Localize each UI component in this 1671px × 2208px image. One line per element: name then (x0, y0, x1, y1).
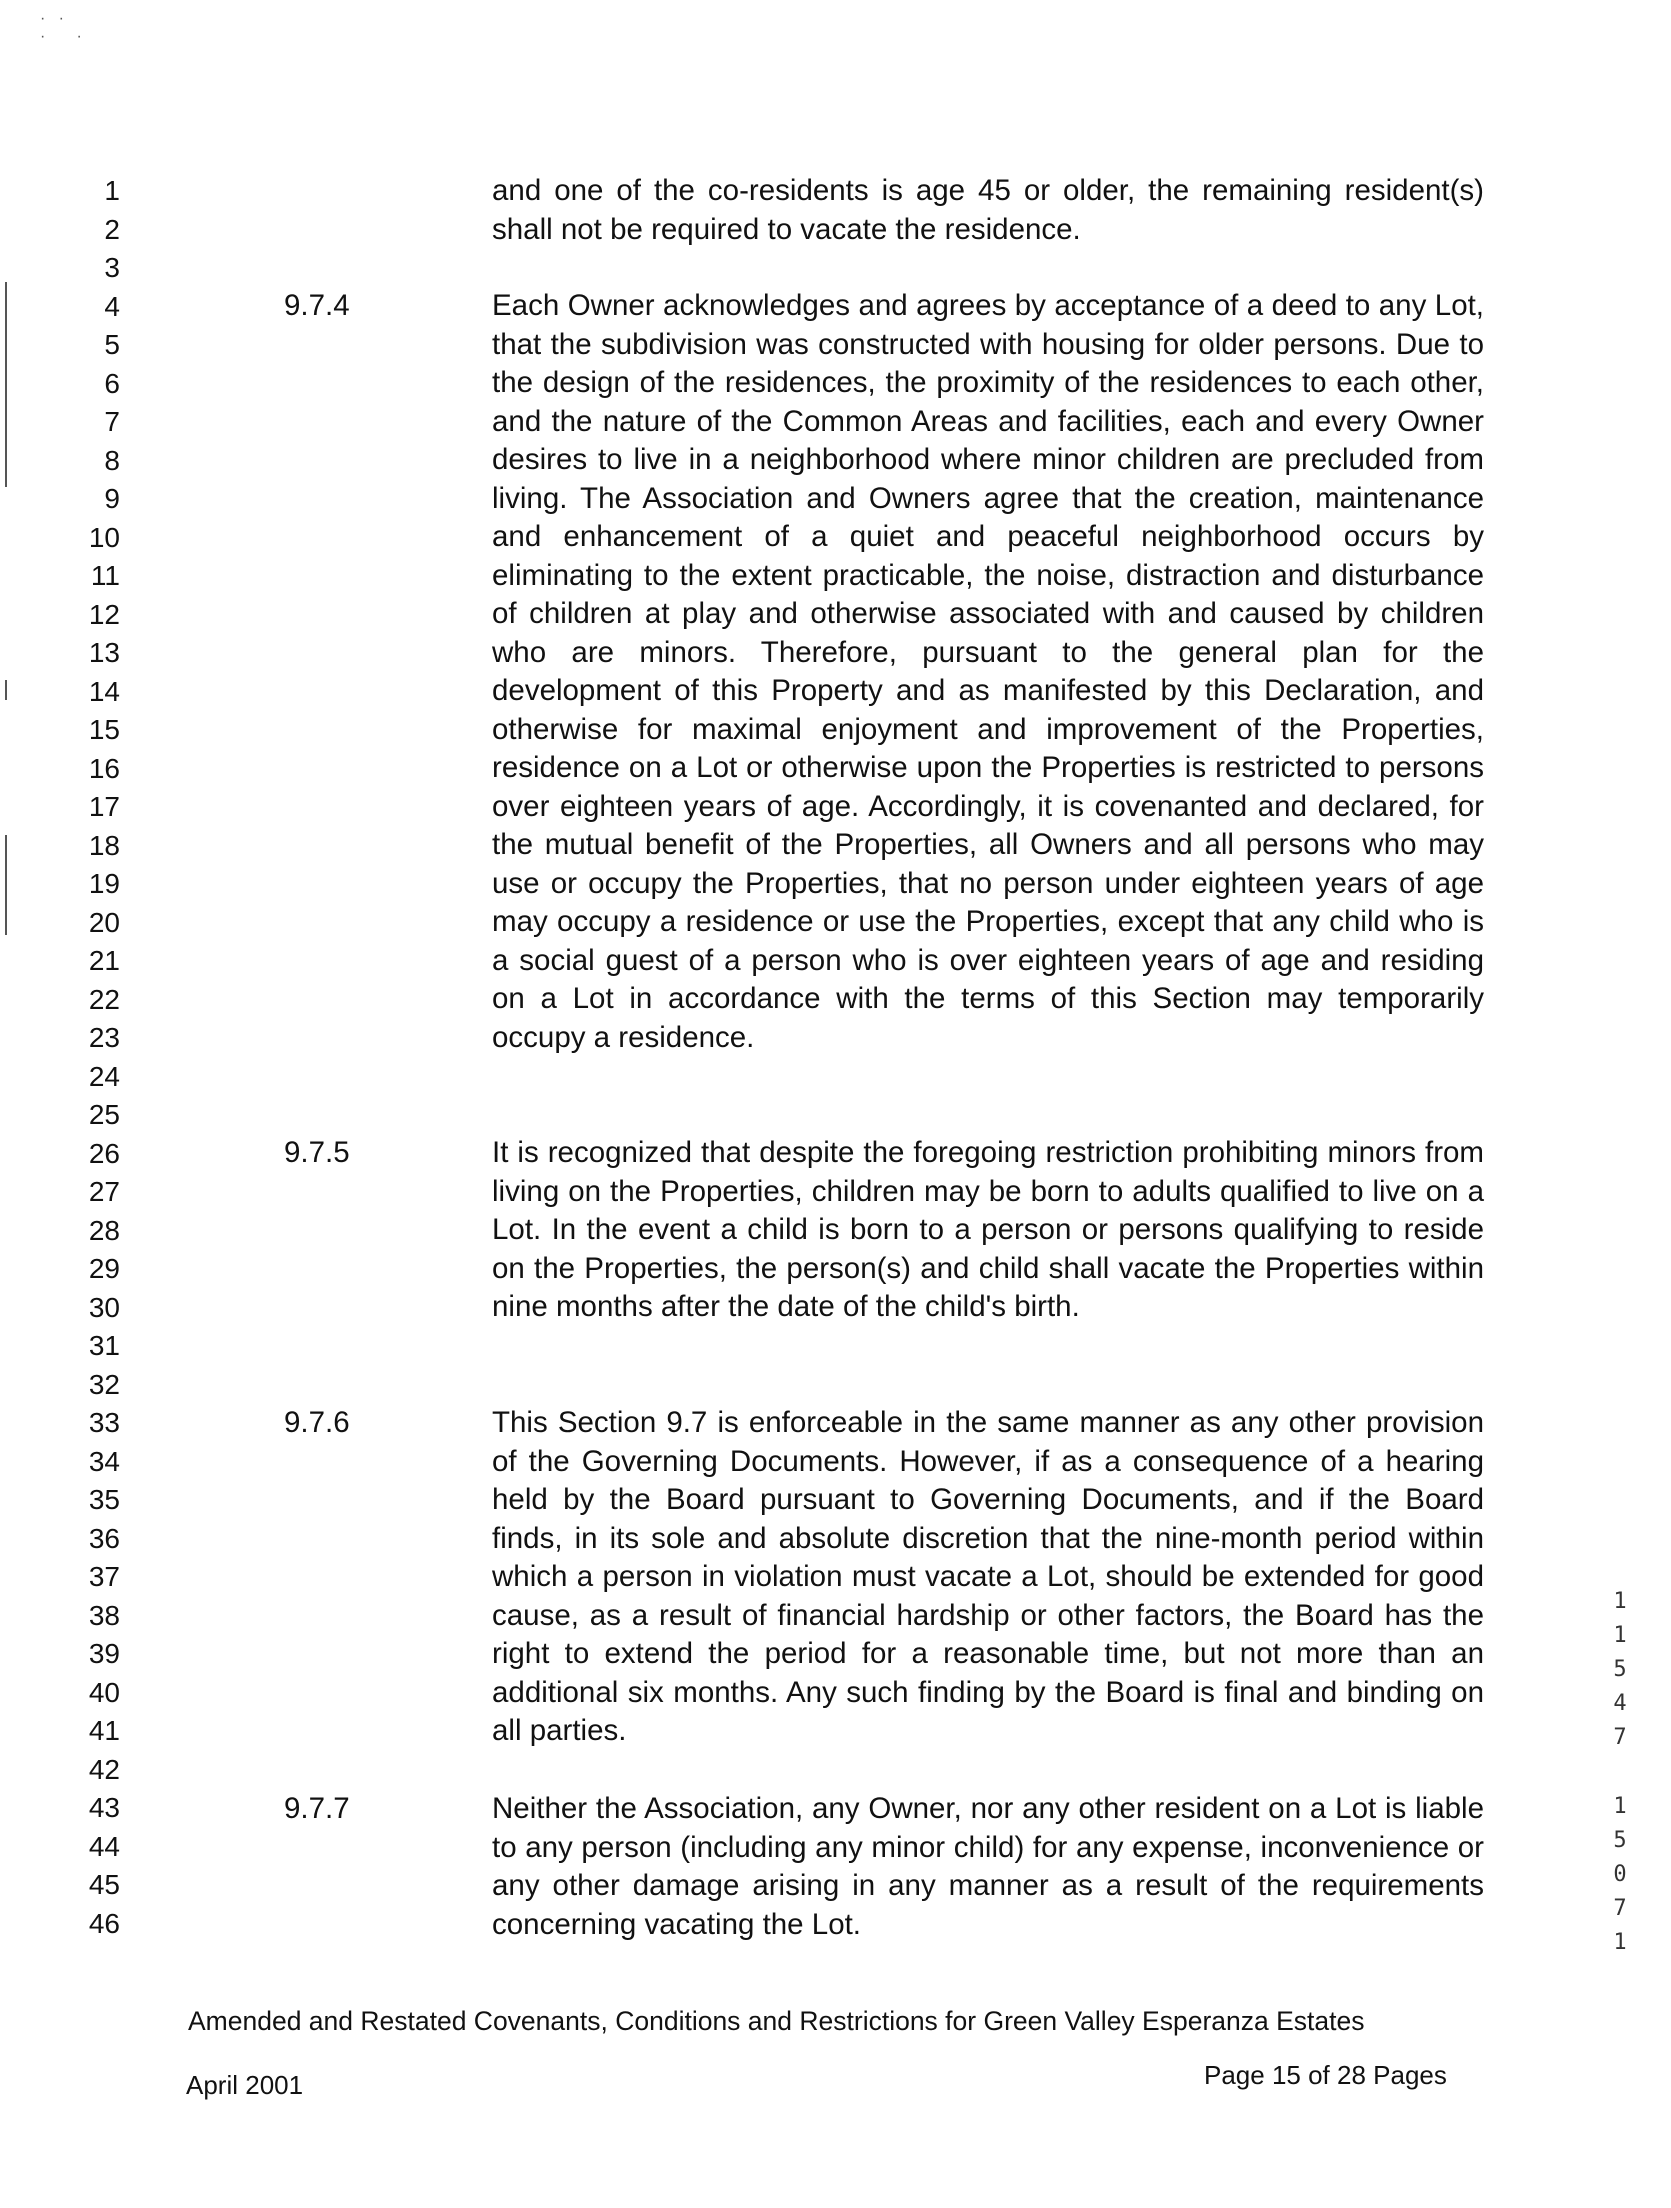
line-number: 36 (88, 1522, 120, 1554)
footer-page-number: Page 15 of 28 Pages (1204, 2060, 1447, 2090)
line-number: 20 (88, 906, 120, 938)
line-number: 1 (104, 175, 120, 206)
footer-date: April 2001 (186, 2070, 304, 2100)
line-number: 15 (88, 714, 120, 745)
line-number: 39 (88, 1638, 120, 1669)
line-number: 22 (88, 983, 120, 1015)
line-number: 43 (88, 1792, 120, 1823)
section-number-9-7-4: 9.7.4 (284, 289, 350, 322)
section-number-9-7-7: 9.7.7 (284, 1792, 350, 1825)
docket-digit: 7 (1613, 1896, 1627, 1921)
line-number: 45 (88, 1869, 120, 1900)
line-number: 28 (88, 1214, 120, 1246)
docket-digit: 7 (1613, 1725, 1627, 1750)
line-number: 31 (88, 1330, 120, 1361)
line-number: 23 (88, 1022, 120, 1053)
line-number: 27 (88, 1176, 120, 1207)
docket-digit: 1 (1613, 1589, 1627, 1614)
section-number-9-7-6: 9.7.6 (284, 1406, 350, 1439)
line-number: 32 (88, 1368, 120, 1400)
line-number: 12 (88, 598, 120, 630)
line-number: 33 (88, 1407, 120, 1438)
line-number: 37 (88, 1561, 120, 1592)
section-9-7-4-text: Each Owner acknowledges and agrees by acceptance of a deed to any Lot, that the subdivision was constructed with housing for older persons. Due to the design of the residences, the proximity of the residences to each other, and the nature of the Common Areas and facilities, each and every Owner desires to live in a neighborhood where minor children are precluded from living. The Association and Owners agree that the creation, maintenance and enhancement of a quiet and peaceful neighborhood occurs by eliminating to the extent practicable, the noise, distraction and disturbance of children at play and otherwise associated with and caused by children who are minors. Therefore, pursuant to the general plan for the development of this Property and as manifested by this Declaration, and otherwise for maximal enjoyment and improvement of the Properties, residence on a Lot or otherwise upon the Properties is restricted to persons over eighteen years of age. Accordingly, it is covenanted and declared, for the mutual benefit of the Properties, all Owners and all persons who may use or occupy the Properties, that no person under eighteen years of age may occupy a residence or use the Properties, except that any child who is a social guest of a person who is over eighteen years of age and residing on a Lot in accordance with the terms of this Section may temporarily occupy a residence. (492, 289, 1484, 1054)
docket-digit: 1 (1613, 1623, 1627, 1648)
line-number: 17 (88, 791, 120, 822)
line-number: 4 (104, 290, 120, 322)
line-number: 46 (88, 1907, 120, 1939)
line-number: 6 (104, 367, 120, 399)
footer-title: Amended and Restated Covenants, Conditions and Restrictions for Green Valley Esperanza Estates (188, 2006, 1365, 2036)
line-number: 26 (88, 1137, 120, 1169)
docket-digit: 4 (1613, 1691, 1627, 1716)
docket-digit: 5 (1613, 1657, 1627, 1682)
line-number: 16 (88, 752, 120, 784)
section-continuation-text: and one of the co-residents is age 45 or older, the remaining resident(s) shall not be required to vacate the residence. (492, 174, 1484, 246)
line-number: 35 (88, 1484, 120, 1515)
line-number: 40 (88, 1676, 120, 1708)
line-number: 44 (88, 1830, 120, 1862)
line-number: 21 (88, 945, 120, 976)
section-number-9-7-5: 9.7.5 (284, 1136, 350, 1169)
line-number: 9 (104, 483, 120, 514)
docket-digit: 1 (1613, 1794, 1627, 1819)
margin-bar (5, 680, 7, 700)
line-number: 5 (104, 329, 120, 360)
line-number: 29 (88, 1253, 120, 1284)
line-number: 42 (88, 1753, 120, 1785)
line-number: 7 (104, 406, 120, 437)
line-number: 10 (88, 521, 120, 553)
docket-digit: 1 (1613, 1930, 1627, 1955)
line-number: 34 (88, 1445, 120, 1477)
docket-digit: 0 (1613, 1862, 1627, 1887)
docket-stamp-top (1608, 1585, 1632, 1755)
line-number: 19 (88, 868, 120, 899)
line-number: 24 (88, 1060, 120, 1092)
line-number: 3 (104, 252, 120, 283)
section-9-7-5-text: It is recognized that despite the foregoing restriction prohibiting minors from living on the Properties, children may be born to adults qualified to live on a Lot. In the event a child is born to a person or persons qualifying to reside on the Properties, the person(s) and child shall vacate the Properties within nine months after the date of the child's birth. (492, 1136, 1484, 1323)
margin-bar (5, 282, 7, 487)
scan-specks: · · · · (40, 10, 82, 45)
line-number: 14 (88, 675, 120, 707)
section-9-7-7-text: Neither the Association, any Owner, nor any other resident on a Lot is liable to any person (including any minor child) for any expense, inconvenience or any other damage arising in any manner as a result of the requirements concerning vacating the Lot. (492, 1792, 1484, 1941)
line-number: 18 (88, 829, 120, 861)
line-number-column (60, 172, 120, 1943)
docket-digit: 5 (1613, 1828, 1627, 1853)
line-number: 38 (88, 1599, 120, 1631)
margin-bar (5, 835, 7, 935)
line-number: 2 (104, 213, 120, 245)
line-number: 13 (88, 637, 120, 668)
line-number: 11 (90, 560, 120, 591)
section-9-7-6-text: This Section 9.7 is enforceable in the same manner as any other provision of the Governing Documents. However, if as a consequence of a hearing held by the Board pursuant to Governing Documents, and if the Board finds, in its sole and absolute discretion that the nine-month period within which a person in violation must vacate a Lot, should be extended for good cause, as a result of financial hardship or other factors, the Board has the right to extend the period for a reasonable time, but not more than an additional six months. Any such finding by the Board is final and binding on all parties. (492, 1406, 1484, 1747)
line-number: 41 (88, 1715, 120, 1746)
docket-stamp-bottom (1608, 1790, 1632, 1960)
line-number: 8 (104, 444, 120, 476)
line-number: 25 (88, 1099, 120, 1130)
line-number: 30 (88, 1291, 120, 1323)
